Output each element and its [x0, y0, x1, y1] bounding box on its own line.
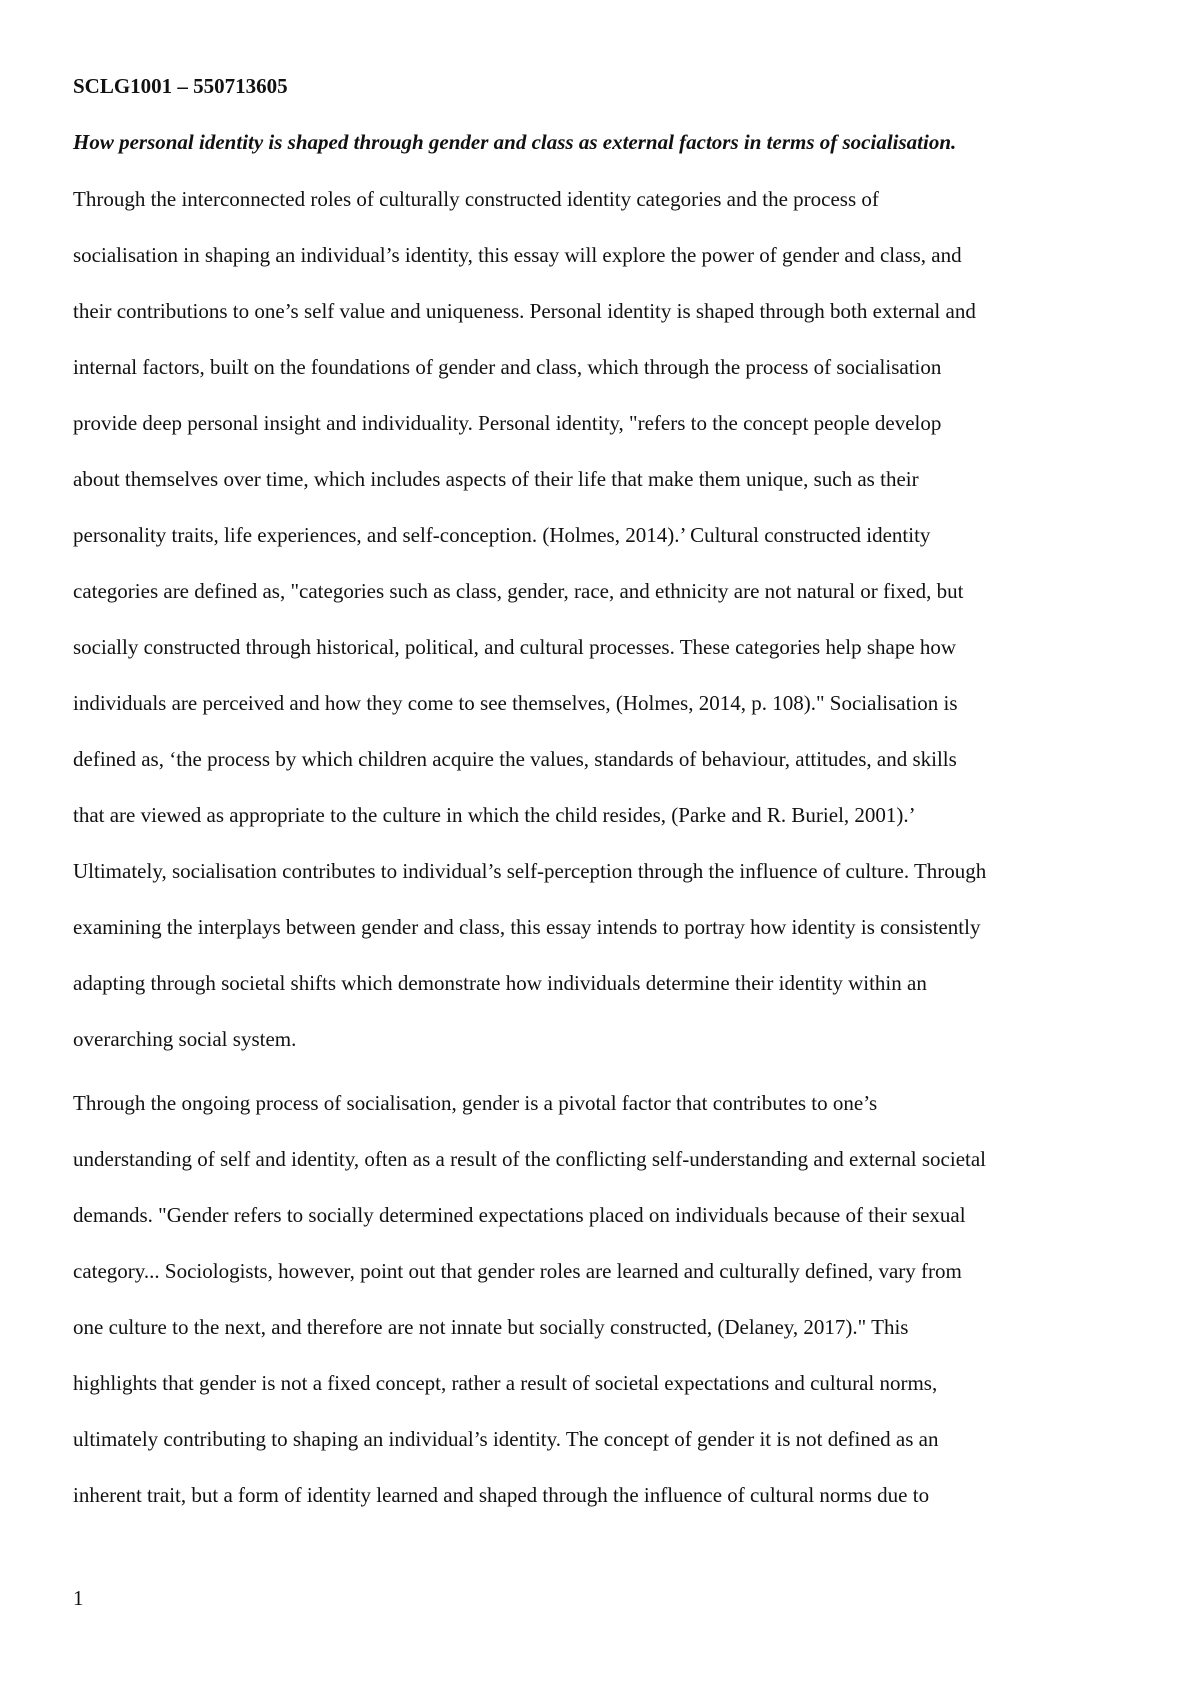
paragraph-line: examining the interplays between gender and class, this essay intends to portray how identity is consistently [73, 915, 981, 939]
paragraph-line: adapting through societal shifts which demonstrate how individuals determine their identity within an [73, 971, 927, 995]
paragraph-line: that are viewed as appropriate to the culture in which the child resides, (Parke and R. Buriel, 2001).’ [73, 803, 916, 827]
paragraph-line: demands. "Gender refers to socially determined expectations placed on individuals because of their sexual [73, 1203, 966, 1227]
paragraph-line: personality traits, life experiences, and self-conception. (Holmes, 2014).’ Cultural constructed identity [73, 523, 931, 547]
paragraph-line: overarching social system. [73, 1027, 297, 1051]
paragraph-2 [73, 1075, 1144, 1523]
paragraph-line: socially constructed through historical, political, and cultural processes. These categories help shape how [73, 635, 957, 659]
paragraph-line: ultimately contributing to shaping an individual’s identity. The concept of gender it is not defined as an [73, 1427, 939, 1451]
paragraph-line: understanding of self and identity, often as a result of the conflicting self-understanding and external societal [73, 1147, 987, 1171]
paragraph-line: their contributions to one’s self value and uniqueness. Personal identity is shaped through both external and [73, 299, 976, 323]
paragraph-line: highlights that gender is not a fixed concept, rather a result of societal expectations and cultural norms, [73, 1371, 938, 1395]
paragraph-1 [73, 171, 1144, 1067]
paragraph-line: individuals are perceived and how they come to see themselves, (Holmes, 2014, p. 108)." Socialisation is [73, 691, 958, 715]
paragraph-line: internal factors, built on the foundations of gender and class, which through the process of socialisation [73, 355, 942, 379]
paragraph-line: category... Sociologists, however, point out that gender roles are learned and culturally defined, vary from [73, 1259, 962, 1283]
paragraph-line: categories are defined as, "categories such as class, gender, race, and ethnicity are not natural or fixed, but [73, 579, 964, 603]
paragraph-line: one culture to the next, and therefore are not innate but socially constructed, (Delaney, 2017)." This [73, 1315, 909, 1339]
paragraph-line: about themselves over time, which includes aspects of their life that make them unique, such as their [73, 467, 919, 491]
paragraph-line: Through the interconnected roles of culturally constructed identity categories and the process of [73, 187, 879, 211]
essay-title: How personal identity is shaped through gender and class as external factors in terms of socialisation. [73, 130, 957, 154]
paragraph-line: defined as, ‘the process by which children acquire the values, standards of behaviour, attitudes, and skills [73, 747, 957, 771]
course-id-header: SCLG1001 – 550713605 [73, 74, 288, 98]
paragraph-line: provide deep personal insight and individuality. Personal identity, "refers to the concept people develop [73, 411, 942, 435]
paragraph-line: socialisation in shaping an individual’s identity, this essay will explore the power of gender and class, and [73, 243, 962, 267]
page-number: 1 [73, 1586, 84, 1610]
paragraph-line: Through the ongoing process of socialisation, gender is a pivotal factor that contributes to one’s [73, 1091, 878, 1115]
paragraph-line: Ultimately, socialisation contributes to individual’s self-perception through the influence of culture. Through [73, 859, 987, 883]
paragraph-line: inherent trait, but a form of identity learned and shaped through the influence of cultural norms due to [73, 1483, 930, 1507]
